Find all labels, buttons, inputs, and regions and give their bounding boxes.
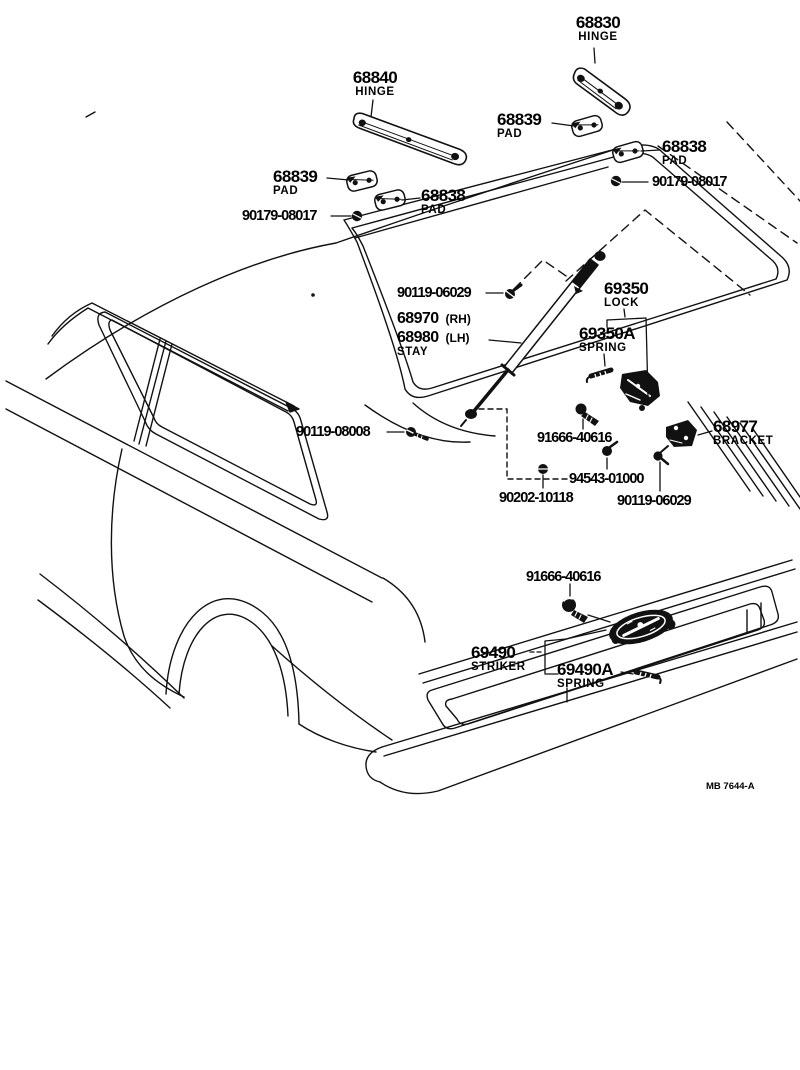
label-pad-68839-right — [497, 111, 541, 141]
part-number: 68839 — [273, 167, 318, 186]
part-number: 94543-01000 — [569, 471, 644, 487]
stay-lh-row — [397, 330, 471, 346]
part-number: 68838 — [662, 137, 707, 156]
label-screw-upper — [397, 286, 471, 301]
lock-spring-part — [587, 370, 611, 382]
label-lock — [604, 280, 648, 310]
screw-90119-06029-lower-part — [653, 451, 668, 464]
part-number: 90202-10118 — [499, 490, 573, 506]
pad-68839-left-part — [346, 170, 379, 193]
part-number: 90119-06029 — [617, 493, 691, 509]
label-grommet-left — [242, 209, 316, 224]
part-number: 69350A — [579, 324, 635, 343]
part-caption: SPRING — [579, 342, 627, 354]
rear-panel-and-bumper — [366, 402, 800, 794]
bolt-91666-upper-part — [576, 404, 600, 427]
part-number: 69490A — [557, 660, 613, 679]
part-caption: STRIKER — [471, 661, 526, 673]
label-lock-spring — [579, 325, 635, 355]
part-caption: PAD — [497, 128, 523, 140]
grommet-left-part — [352, 211, 362, 221]
screw-90119-08008-part — [406, 427, 427, 440]
leader-lines — [327, 48, 712, 702]
part-number: 68977 — [713, 417, 758, 436]
part-number: 69490 — [471, 643, 516, 662]
hinge-68840-part — [349, 112, 471, 166]
label-hinge-68840 — [344, 69, 406, 99]
label-bolt-lower — [526, 570, 600, 585]
bolt-91666-lower-part — [562, 598, 588, 623]
part-caption: PAD — [273, 185, 299, 197]
part-number: 68840 — [352, 68, 398, 87]
part-caption: PAD — [662, 155, 688, 167]
label-screw-90202 — [499, 491, 573, 506]
lh-note: (LH) — [445, 331, 470, 345]
label-bracket — [713, 418, 773, 448]
part-caption: HINGE — [578, 31, 618, 43]
label-pad-68838-left — [421, 187, 465, 217]
label-bolt-upper — [537, 431, 611, 446]
rh-note: (RH) — [445, 312, 471, 326]
label-striker — [471, 644, 526, 674]
part-number: 68839 — [497, 110, 542, 129]
part-caption: LOCK — [604, 297, 639, 309]
pad-68838-right-part — [611, 140, 644, 164]
part-caption: SPRING — [557, 678, 605, 690]
label-grommet-right — [652, 175, 726, 190]
part-number: 68830 — [575, 13, 621, 32]
label-stay — [397, 311, 471, 359]
part-number: 69350 — [604, 279, 649, 298]
part-caption: HINGE — [355, 86, 395, 98]
lock-assembly-part — [620, 370, 660, 411]
part-number: 91666-40616 — [526, 569, 601, 585]
hinge-68830-part — [567, 66, 637, 118]
screw-90202-part — [538, 464, 548, 474]
label-screw-lower — [617, 494, 691, 509]
label-pad-68839-left — [273, 168, 317, 198]
label-hinge-68830 — [566, 14, 630, 44]
part-number: 91666-40616 — [537, 430, 612, 446]
part-number-lh: 68980 — [397, 329, 439, 346]
label-pad-68838-right — [662, 138, 706, 168]
label-striker-spring — [557, 661, 613, 691]
label-screw-08008 — [296, 425, 370, 440]
figure-code: MB 7644-A — [706, 781, 755, 792]
part-caption: BRACKET — [713, 435, 774, 447]
striker-assembly-part — [605, 603, 678, 651]
part-number: 90119-08008 — [296, 424, 370, 440]
part-caption: STAY — [397, 346, 429, 358]
pad-68839-right-part — [570, 114, 603, 138]
label-screw-94543 — [569, 472, 643, 487]
grommet-right-part — [611, 176, 621, 186]
part-number-rh: 68970 — [397, 310, 439, 327]
part-number: 68838 — [421, 186, 466, 205]
part-caption: PAD — [421, 204, 447, 216]
part-number: 90179-08017 — [652, 174, 727, 190]
stay-rh-row — [397, 311, 471, 327]
screw-90119-06029-upper-part — [505, 285, 521, 299]
part-number: 90179-08017 — [242, 208, 317, 224]
bracket-68977-part — [661, 420, 697, 452]
part-number: 90119-06029 — [397, 285, 471, 301]
